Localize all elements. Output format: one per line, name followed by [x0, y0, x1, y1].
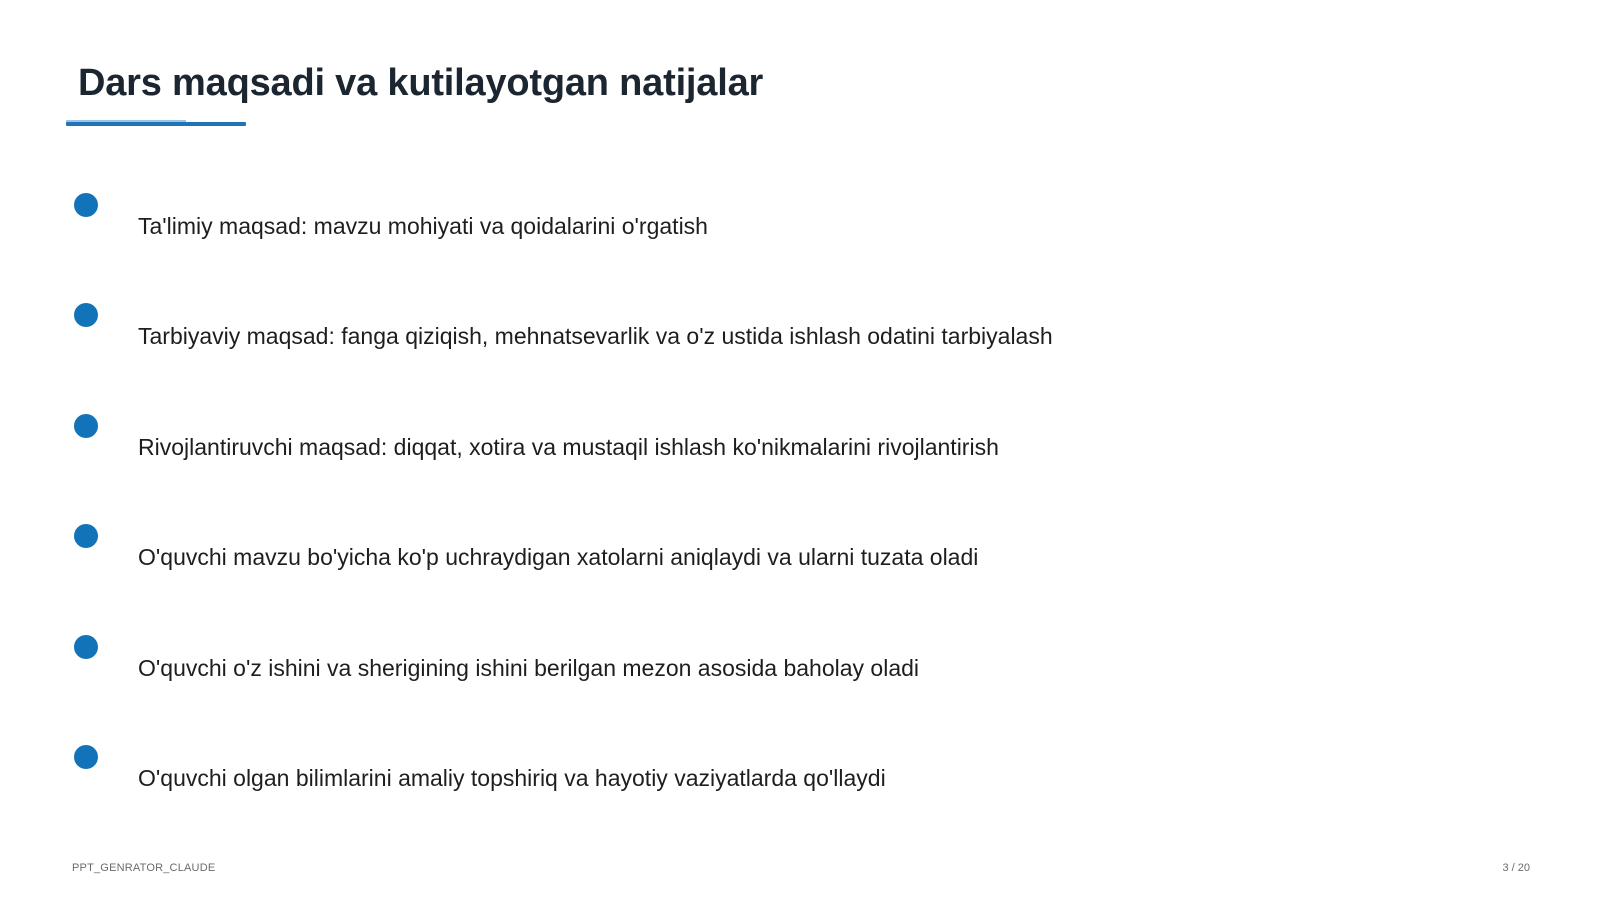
page-number: 3 / 20: [1502, 862, 1530, 874]
bullet-dot-icon: [74, 635, 98, 659]
bullet-text: O'quvchi olgan bilimlarini amaliy topshiriq va hayotiy vaziyatlarda qo'llaydi: [138, 765, 886, 791]
bullet-dot-icon: [74, 414, 98, 438]
bullet-dot-icon: [74, 193, 98, 217]
bullet-text: O'quvchi o'z ishini va sherigining ishini berilgan mezon asosida baholay oladi: [138, 655, 920, 681]
bullet-dot-icon: [74, 745, 98, 769]
list-item: [0, 414, 1600, 474]
bullet-text: Ta'limiy maqsad: mavzu mohiyati va qoidalarini o'rgatish: [138, 213, 708, 239]
footer-source: PPT_GENRATOR_CLAUDE: [72, 862, 216, 874]
list-item: [0, 193, 1600, 253]
bullet-text: Tarbiyaviy maqsad: fanga qiziqish, mehnatsevarlik va o'z ustida ishlash odatini tarbiyalash: [138, 323, 1053, 349]
list-item: [0, 635, 1600, 695]
list-item: [0, 745, 1600, 805]
slide-title: Dars maqsadi va kutilayotgan natijalar: [78, 62, 764, 104]
list-item: [0, 524, 1600, 584]
bullet-dot-icon: [74, 524, 98, 548]
list-item: [0, 303, 1600, 363]
bullet-dot-icon: [74, 303, 98, 327]
bullet-text: Rivojlantiruvchi maqsad: diqqat, xotira va mustaqil ishlash ko'nikmalarini rivojlantirish: [138, 434, 999, 460]
bullet-text: O'quvchi mavzu bo'yicha ko'p uchraydigan xatolarni aniqlaydi va ularni tuzata oladi: [138, 544, 979, 570]
